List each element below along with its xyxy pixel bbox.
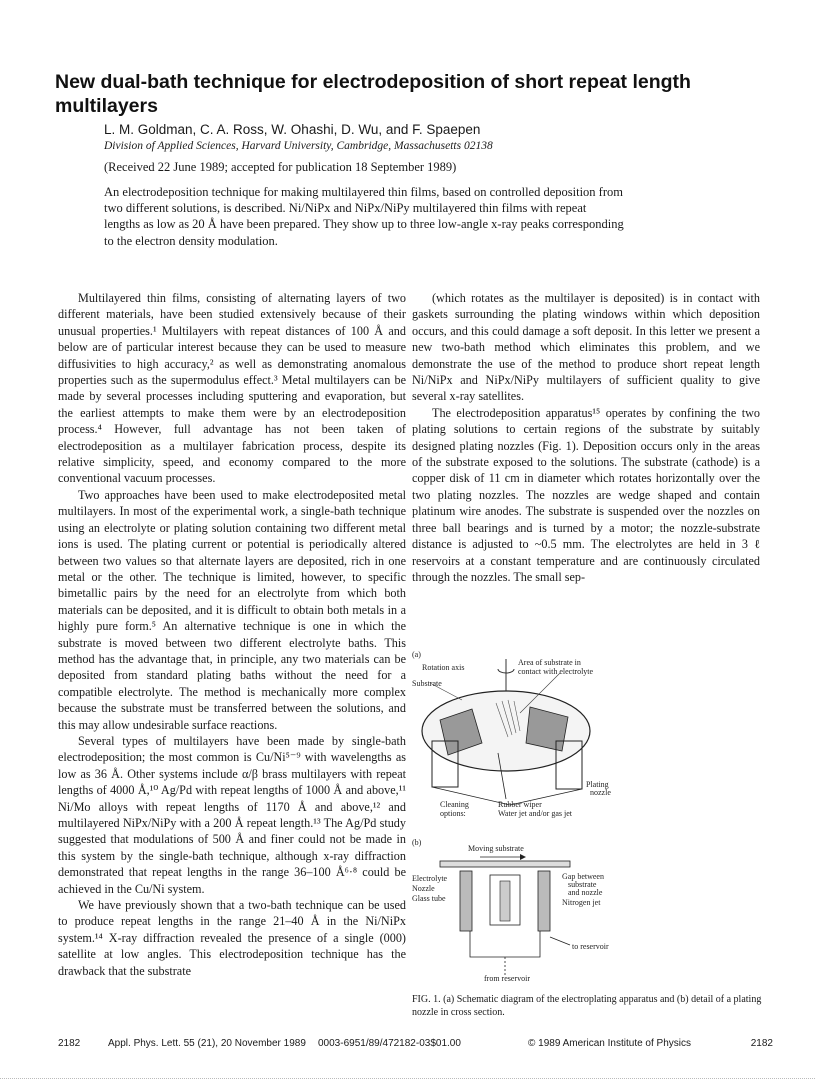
and-nozzle-label: and nozzle bbox=[568, 888, 603, 897]
paper-title: New dual-bath technique for electrodeposition of short repeat length multilayers bbox=[55, 71, 691, 117]
electrolyte-label: Electrolyte bbox=[412, 874, 448, 883]
paragraph: Two approaches have been used to make electrodeposited metal multilayers. In most of the experimental work, a single-bath technique using an electrolyte or plating solution containing two different metal ions is used. The plating current or potential is periodically altered between two values so that alternate layers are deposited, rich in one metal or the other. The technique is limited, however, to specific bimetallic pairs by the need for an electrolyte from which both materials can be deposited, and it is difficult to obtain both metals in a highly pure form.⁵ An alternative technique is one in which the substrate is moved between two different electrolyte baths. This method has the advantage that, in principle, any two materials can be deposited from standard plating baths without the need for a compatible electrolyte. The method is mechanically more complex because the substrate must be transferred between the solutions, and this may allow undesirable surface reactions. bbox=[58, 487, 406, 732]
article-code: 0003-6951/89/472182-03$01.00 bbox=[318, 1038, 461, 1049]
page-footer bbox=[58, 1037, 773, 1051]
nozzle-wall-right bbox=[538, 871, 550, 931]
nozzle-label-a: nozzle bbox=[590, 788, 611, 797]
nozzle-label-b: Nozzle bbox=[412, 884, 435, 893]
abstract: An electrodeposition technique for making multilayered thin films, based on controlled deposition from two different solutions, is described. Ni/NiPx and NiPx/NiPy multilayered thin films with repeat lengths as low as 20 Å have been prepared. They show up to three low-angle x-ray peaks corresponding to the electron density modulation. bbox=[104, 185, 624, 248]
nitrogen-jet-label: Nitrogen jet bbox=[562, 898, 601, 907]
paragraph: (which rotates as the multilayer is deposited) is in contact with gaskets surrounding the plating windows within which deposition occurs, and this could damage a soft deposit. In this letter we present a new two-bath method which eliminates this problem, and we demonstrate the use of the method to produce short repeat length Ni/NiPx and NiPx/NiPy multilayers of sufficient quality to give several x-ray satellites. bbox=[412, 291, 760, 404]
author-list: L. M. Goldman, C. A. Ross, W. Ohashi, D. Wu, and F. Spaepen bbox=[104, 122, 481, 137]
area-substrate-label: Area of substrate in bbox=[518, 658, 581, 667]
gap-between-label: Gap between bbox=[562, 872, 604, 881]
panel-b-label: (b) bbox=[412, 838, 422, 847]
rubber-wiper-label: Rubber wiper bbox=[498, 800, 542, 809]
substrate-label: Substrate bbox=[412, 679, 442, 688]
affiliation: Division of Applied Sciences, Harvard University, Cambridge, Massachusetts 02138 bbox=[104, 140, 493, 152]
figure-1 bbox=[410, 645, 770, 985]
options-label: options: bbox=[440, 809, 466, 818]
received-dates: (Received 22 June 1989; accepted for publication 18 September 1989) bbox=[104, 160, 457, 174]
journal-citation: Appl. Phys. Lett. 55 (21), 20 November 1989 bbox=[108, 1038, 306, 1049]
body-column-right bbox=[412, 290, 760, 585]
outflow-line bbox=[550, 937, 570, 945]
rotation-axis-label: Rotation axis bbox=[422, 663, 465, 672]
water-jet-label: Water jet and/or gas jet bbox=[498, 809, 572, 818]
glass-tube-label: Glass tube bbox=[412, 894, 446, 903]
body-column-left bbox=[58, 290, 406, 979]
to-reservoir-label: to reservoir bbox=[572, 942, 609, 951]
figure-1-diagram bbox=[410, 645, 770, 985]
moving-substrate-bar bbox=[440, 861, 570, 867]
substrate-label-b: substrate bbox=[568, 880, 597, 889]
nozzle-base bbox=[470, 931, 540, 957]
paragraph: We have previously shown that a two-bath technique can be used to produce repeat lengths in the range 21–40 Å in the Ni/NiPx system.¹⁴ X-ray diffraction revealed the presence of a single (000) satellite at low angles. This electrodeposition technique has the drawback that the substrate bbox=[58, 898, 406, 978]
from-reservoir-label: from reservoir bbox=[484, 974, 530, 983]
plating-label: Plating bbox=[586, 780, 609, 789]
page-number-right: 2182 bbox=[750, 1038, 773, 1049]
copyright: © 1989 American Institute of Physics bbox=[528, 1038, 692, 1049]
panel-a-label: (a) bbox=[412, 650, 421, 659]
substrate-leader bbox=[430, 683, 462, 700]
paragraph: Several types of multilayers have been made by single-bath electrodeposition; the most common is Cu/Ni⁵⁻⁹ with wavelengths as low as 36 Å. Other systems include α/β brass multilayers with repeat lengths of 4000 Å,¹⁰ Ag/Pd with repeat lengths of 1000 Å and above,¹¹ Ni/Mo alloys with repeat lengths of 1170 Å and above,¹² and multilayered NiPx/NiPy with a 200 Å repeat length.¹³ The Ag/Pd study suggested that modulations of 500 Å and finer could not be made in this system by the single-bath technique, although x-ray diffraction demonstrated that repeat lengths in the range 36–100 Å⁶·⁸ could be achieved in the Cu/Ni system. bbox=[58, 733, 406, 896]
cleaning-label: Cleaning bbox=[440, 800, 469, 809]
motion-arrowhead bbox=[520, 854, 526, 860]
moving-substrate-label: Moving substrate bbox=[468, 844, 524, 853]
paragraph: The electrodeposition apparatus¹⁵ operates by confining the two plating solutions to certain regions of the substrate by suitably designed plating nozzles (Fig. 1). Deposition occurs only in the areas of the substrate exposed to the solutions. The substrate (cathode) is a copper disk of 11 cm in diameter which rotates horizontally over the two plating nozzles. The nozzles are wedge shaped and contain platinum wire anodes. The substrate is suspended over the nozzles on three ball bearings and is turned by a motor; the nozzle-substrate distance is adjusted to ~0.5 mm. The electrolytes are held in 3 ℓ reservoirs at a constant temperature and are continuously circulated through the nozzles. The small sep- bbox=[412, 405, 760, 584]
nitrogen-jet-tube bbox=[500, 881, 510, 921]
scan-edge bbox=[0, 1078, 815, 1080]
contact-electrolyte-label: contact with electrolyte bbox=[518, 667, 594, 676]
figure-caption: FIG. 1. (a) Schematic diagram of the electroplating apparatus and (b) detail of a plating nozzle in cross section. bbox=[412, 994, 762, 1018]
paragraph: Multilayered thin films, consisting of alternating layers of two different materials, have been studied extensively because of their unusual properties.¹ Multilayers with repeat distances of 100 Å and below are of particular interest because they can be used to measure diffusivities to high accuracy,² as well as demonstrating anomalous properties such as the supermodulus effect.³ Metal multilayers can be made by several processes including sputtering and evaporation, but the earliest attempts to make them were by an electrodeposition process.⁴ However, full advantage has not been taken of electrodeposition as a multilayer fabrication process, despite its relative simplicity, speed, and economy compared to the more conventional vacuum processes. bbox=[58, 291, 406, 486]
page-number-left: 2182 bbox=[58, 1038, 81, 1049]
nozzle-wall-left bbox=[460, 871, 472, 931]
